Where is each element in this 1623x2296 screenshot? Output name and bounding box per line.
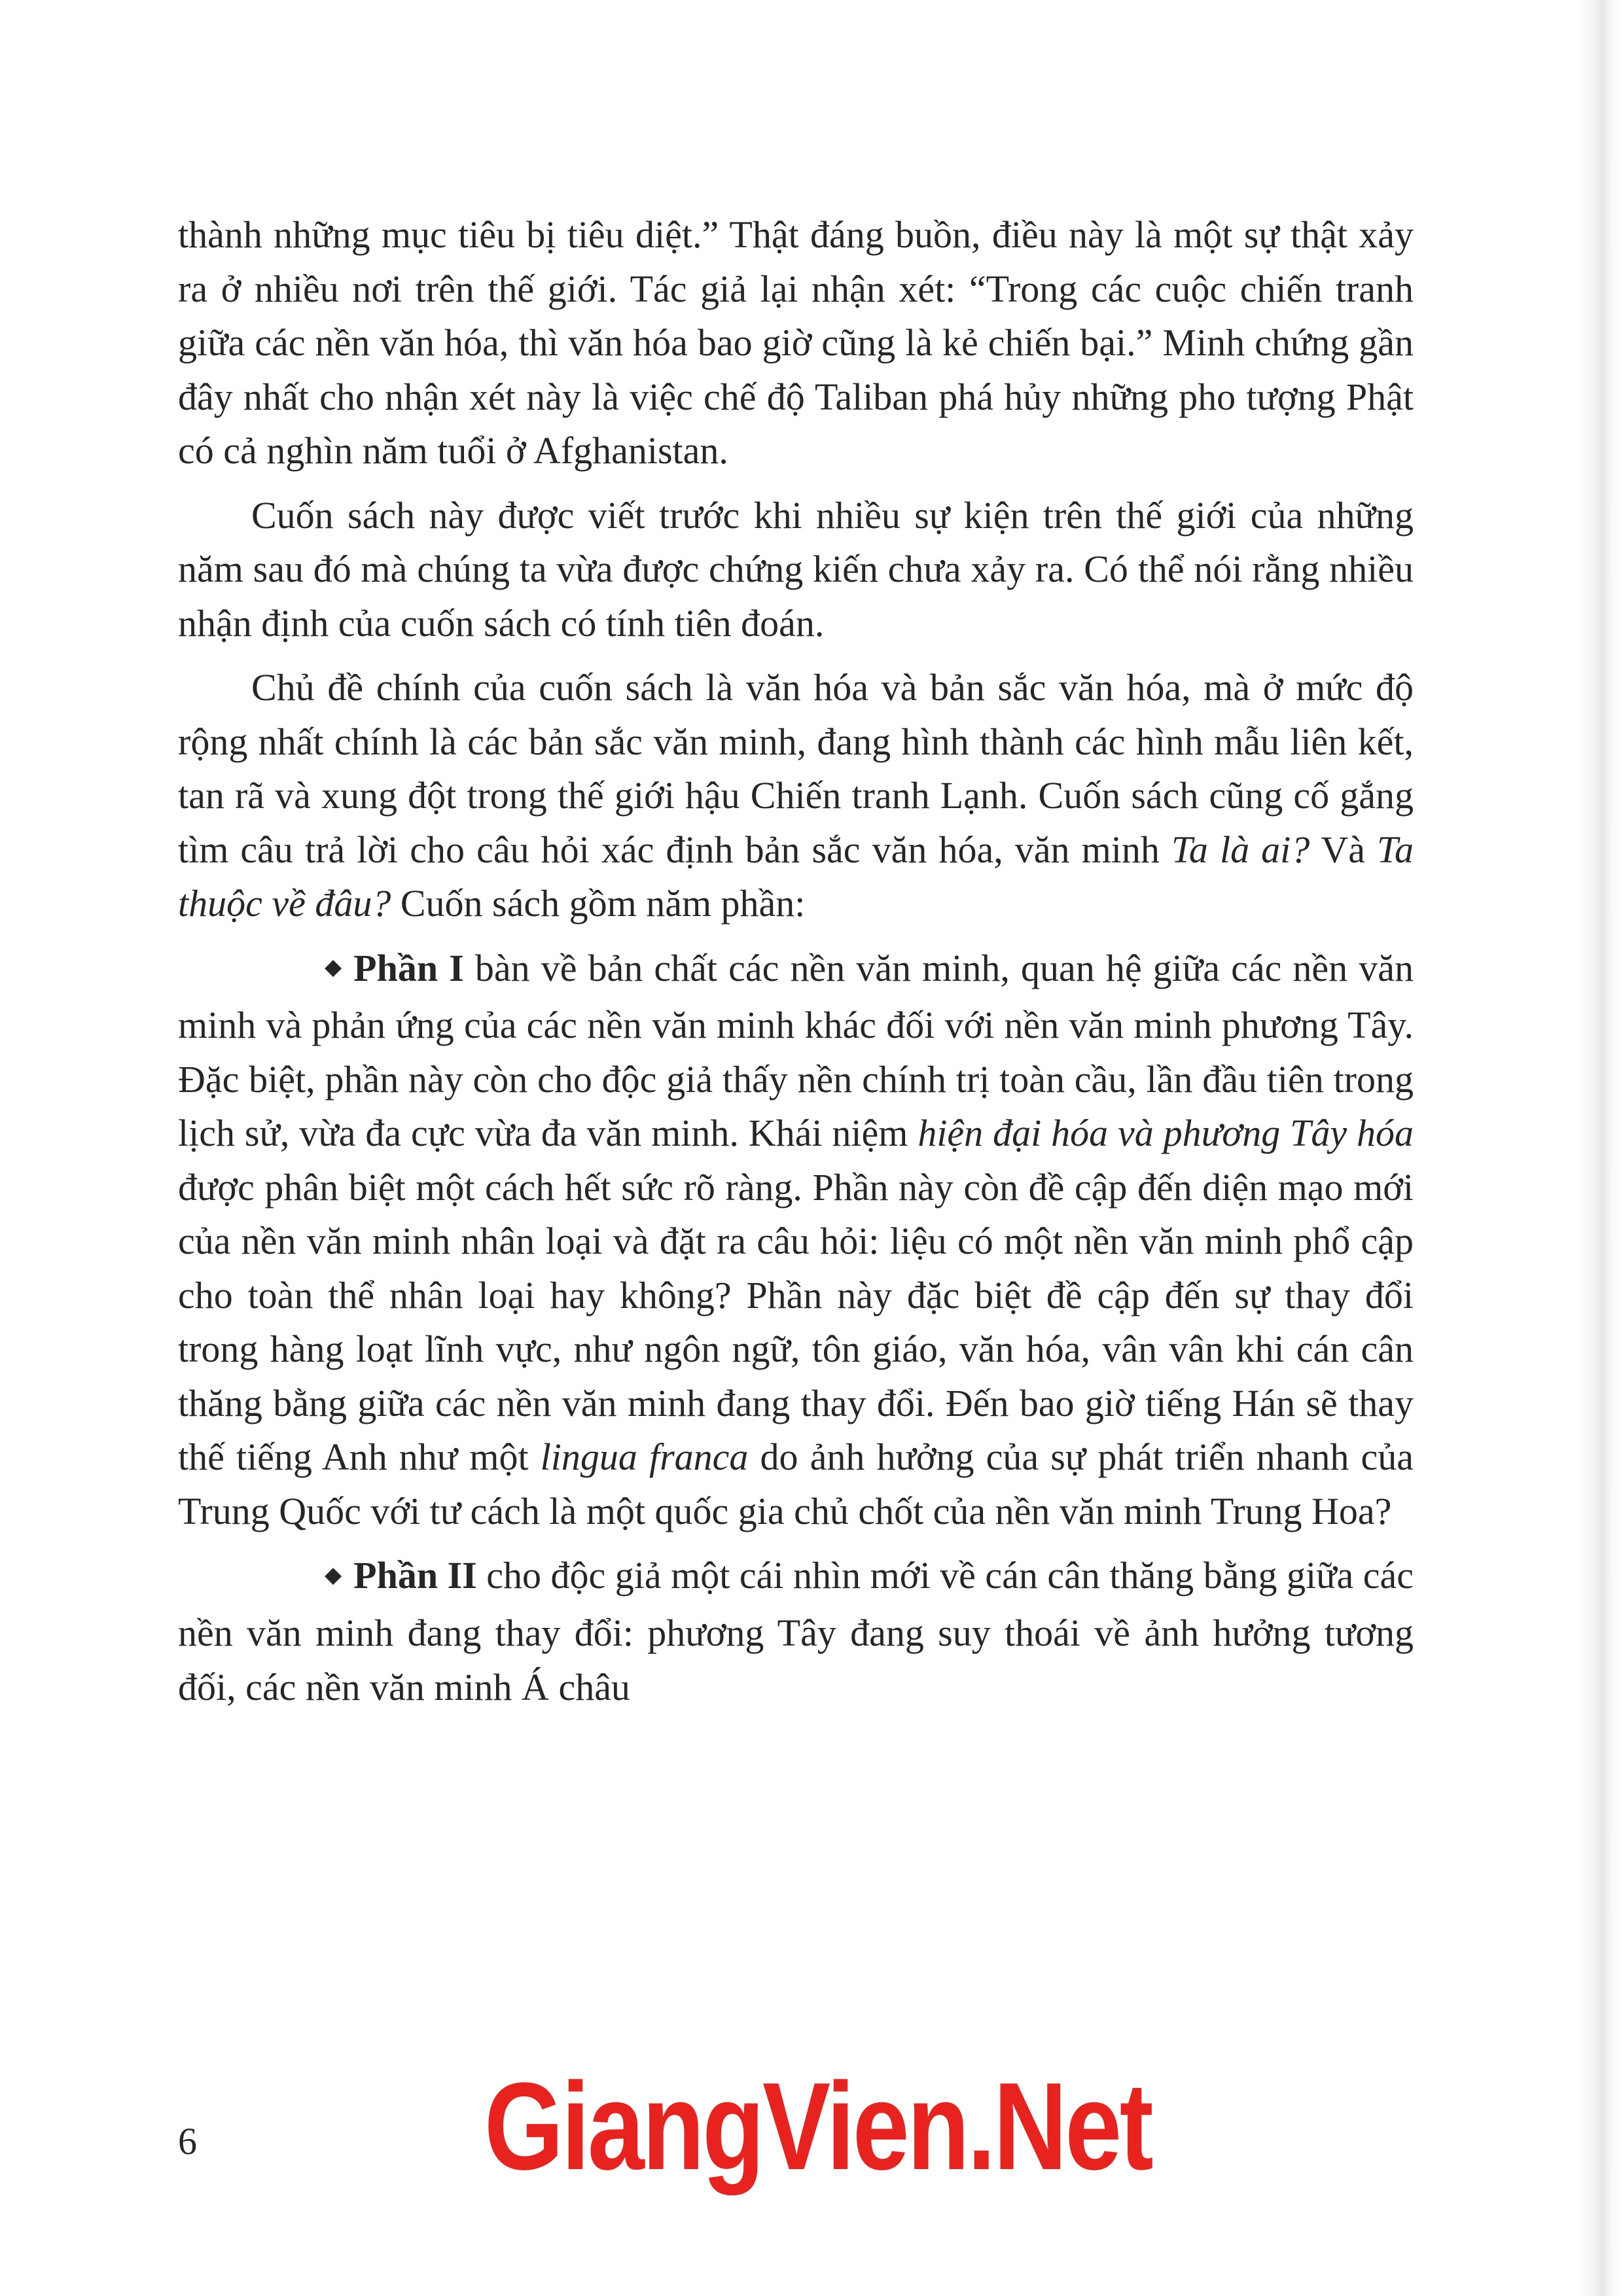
text-run: Cuốn sách này được viết trước khi nhiều sự kiện trên thế giới của những năm sau đó mà chúng ta vừa được chứng kiến chưa xảy ra. Có thể nói rằng nhiều nhận định của cuốn sách có tính tiên đoán. (178, 493, 1414, 645)
text-run: Và (1310, 828, 1378, 871)
text-run: hiện đại hóa và phương Tây hóa (918, 1112, 1414, 1155)
text-run: Phần II (353, 1554, 477, 1597)
paragraph-p3 (178, 661, 1414, 931)
text-run: cho độc giả một cái nhìn mới về cán cân thăng bằng giữa các nền văn minh đang thay đổi: phương Tây đang suy thoái về ảnh hưởng tương đối, các nền văn minh Á châu (178, 1554, 1414, 1708)
text-run: Phần I (353, 946, 464, 989)
page-body (178, 208, 1414, 1725)
text-run: do ảnh hưởng của sự phát triển nhanh của Trung Quốc với tư cách là một quốc gia chủ chốt của nền văn minh Trung Hoa? (178, 1436, 1414, 1532)
text-run: Ta là ai? (1171, 828, 1310, 871)
paragraph-p1 (178, 208, 1414, 478)
text-run: Cuốn sách gồm năm phần: (391, 882, 806, 925)
text-run: Chủ đề chính của cuốn sách là văn hóa và bản sắc văn hóa, mà ở mức độ rộng nhất chính là các bản sắc văn minh, đang hình thành các hình mẫu liên kết, tan rã và xung đột trong thế giới hậu Chiến tranh Lạnh. Cuốn sách cũng cố gắng tìm câu trả lời cho câu hỏi xác định bản sắc văn hóa, văn minh (178, 666, 1414, 871)
text-run: thành những mục tiêu bị tiêu diệt.” Thật đáng buồn, điều này là một sự thật xảy ra ở nhiều nơi trên thế giới. Tác giả lại nhận xét: “Trong các cuộc chiến tranh giữa các nền văn hóa, thì văn hóa bao giờ cũng là kẻ chiến bại.” Minh chứng gần đây nhất cho nhận xét này là việc chế độ Taliban phá hủy những pho tượng Phật có cả nghìn năm tuổi ở Afghanistan. (178, 213, 1414, 472)
page-number: 6 (178, 2120, 197, 2163)
text-run: lingua franca (540, 1436, 749, 1479)
text-run: Ta thuộc về đâu? (178, 828, 1414, 925)
paragraph-p4 (178, 942, 1414, 1539)
bullet-diamond-icon: ◆ (325, 1563, 342, 1587)
page-edge-shadow (1577, 0, 1623, 2296)
watermark-logo: GiangVien.Net (484, 2057, 1152, 2196)
bullet-diamond-icon: ◆ (325, 955, 342, 980)
paragraph-p2 (178, 489, 1414, 651)
paragraph-p5 (178, 1549, 1414, 1714)
text-run: bàn về bản chất các nền văn minh, quan hệ giữa các nền văn minh và phản ứng của các nền văn minh khác đối với nền văn minh phương Tây. Đặc biệt, phần này còn cho độc giả thấy nền chính trị toàn cầu, lần đầu tiên trong lịch sử, vừa đa cực vừa đa văn minh. Khái niệm (178, 946, 1414, 1155)
text-run: được phân biệt một cách hết sức rõ ràng. Phần này còn đề cập đến diện mạo mới của nền văn minh nhân loại và đặt ra câu hỏi: liệu có một nền văn minh phổ cập cho toàn thể nhân loại hay không? Phần này đặc biệt đề cập đến sự thay đổi trong hàng loạt lĩnh vực, như ngôn ngữ, tôn giáo, văn hóa, vân vân khi cán cân thăng bằng giữa các nền văn minh đang thay đổi. Đến bao giờ tiếng Hán sẽ thay thế tiếng Anh như một (178, 1165, 1414, 1479)
